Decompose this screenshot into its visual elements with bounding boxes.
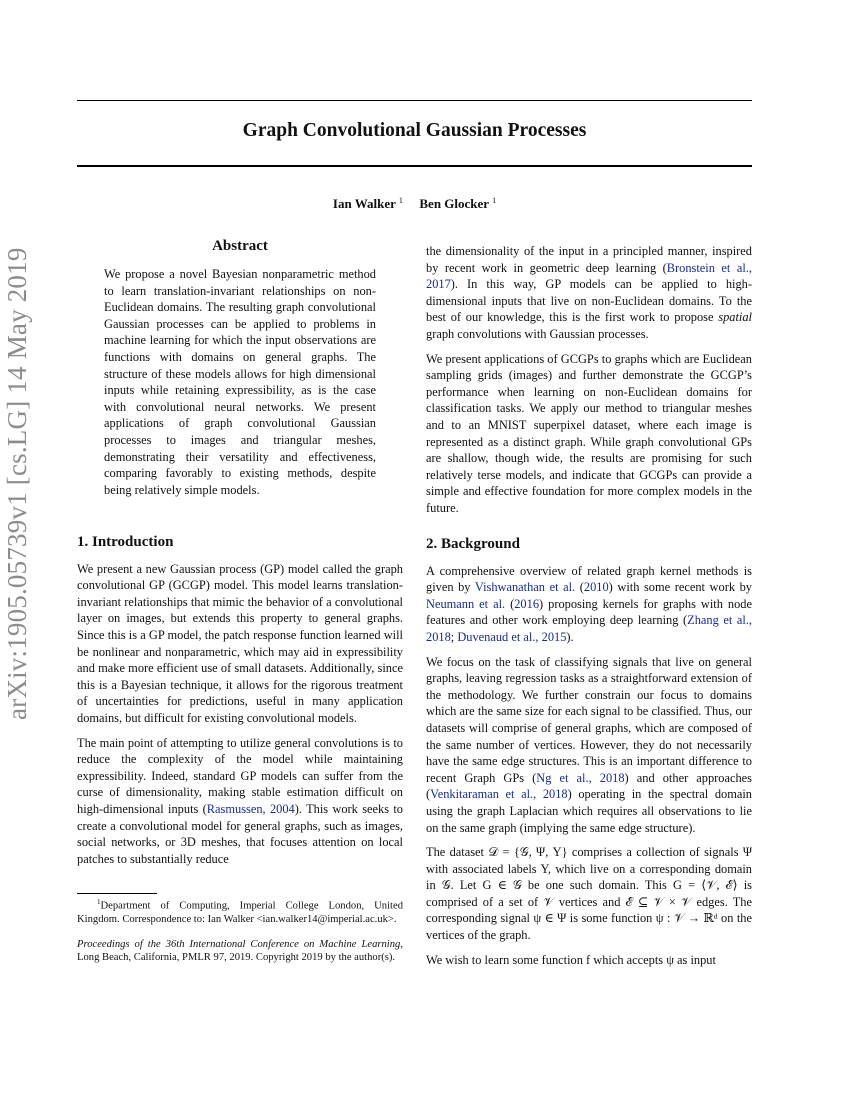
paragraph: The dataset 𝒟 = {𝒢, Ψ, Y} comprises a collection of signals Ψ with associated labels Y, which live on a corresponding domain in 𝒢. Let G ∈ 𝒢 be one such domain. This G = ⟨𝒱, ℰ⟩ is comprised of a set of 𝒱 vertices and ℰ ⊆ 𝒱 × 𝒱 edges. The corresponding signal ψ ∈ Ψ is some function ψ : 𝒱 → ℝᵈ on the vertices of the graph. (426, 845, 752, 943)
citation-link[interactable]: 2010 (583, 580, 609, 595)
footnote-divider (77, 893, 157, 894)
paragraph: The main point of attempting to utilize general convolutions is to reduce the complexity of the model while maintaining expressibility. Indeed, standard GP models can suffer from the curse of dimensionality, making stable estimation difficult on high-dimensional inputs (Rasmussen, 2004). This work seeks to create a convolutional model for general graphs, such as images, social networks, or 3D meshes, that focuses attention on local patches to substantially reduce (77, 735, 403, 866)
paragraph: A comprehensive overview of related graph kernel methods is given by Vishwanathan et al. (2010) with some recent work by Neumann et al. (2016) proposing kernels for graphs with node features and other work employing deep learning (Zhang et al., 2018; Duvenaud et al., 2015). (426, 563, 752, 644)
paragraph: We present a new Gaussian process (GP) model called the graph convolutional GP (GCGP) model. This model learns translation-invariant relationships that mimic the behavior of a convolutional layer on images, but extends this property to general graphs. Since this is a GP model, the patch response function learned will be nonlinear and nonparametric, which may aid in expressibility and make more efficient use of small datasets. Additionally, since this is a Bayesian technique, it allows for the rigorous treatment of uncertainties for predictions, useful in many application domains, but difficult for existing convolutional models. (77, 561, 403, 725)
title-rule-top (77, 100, 752, 101)
intro-continued (426, 243, 752, 517)
citation-link[interactable]: Neumann et al. (426, 596, 506, 611)
citation-link[interactable]: Bronstein et al., 2017 (426, 260, 752, 292)
paragraph: the dimensionality of the input in a principled manner, inspired by recent work in geometric deep learning (Bronstein et al., 2017). In this way, GP models can be applied to high-dimensional inputs that live on non-Euclidean domains. To the best of our knowledge, this is the first work to propose spatial graph convolutions with Gaussian processes. (426, 244, 752, 341)
author-list (77, 196, 752, 212)
citation-link[interactable]: Duvenaud et al., 2015 (457, 629, 567, 644)
author-name: Ben Glocker (419, 196, 489, 211)
citation-link[interactable]: 2016 (514, 596, 540, 611)
author-affiliation-mark: 1 (492, 196, 497, 205)
paragraph: We present applications of GCGPs to graphs which are Euclidean sampling grids (images) and further demonstrate the GCGP’s performance when learning on non-Euclidean domains for classification tasks. We apply our method to triangular meshes and to an MNIST superpixel dataset, where each image is represented as a distinct graph. While graph convolutional GPs are shallow, though wide, the results are promising for such relatively terse models, and indicate that GCGPs can provide a simple and effective foundation for more complex models in the future. (426, 351, 752, 515)
citation-link[interactable]: Ng et al., 2018 (536, 770, 625, 785)
abstract-body (104, 266, 376, 498)
background-section (426, 536, 752, 968)
citation-link[interactable]: Vishwanathan et al. (474, 580, 576, 595)
citation-link[interactable]: Rasmussen, 2004 (206, 801, 295, 816)
author-affiliation-mark: 1 (398, 196, 403, 205)
paragraph: We focus on the task of classifying signals that live on general graphs, leaving regression tasks as a straightforward extension of the methodology. We further constrain our focus to domains which are the same size for each signal to be classified. Thus, our datasets will comprise of general graphs, which are composed of the same number of vertices. However, they do not necessarily have the same edge structures. This is an important difference to recent Graph GPs (Ng et al., 2018) and other approaches (Venkitaraman et al., 2018) operating in the spectral domain using the graph Laplacian which requires all observations to lie on the same graph (implying the same edge structure). (426, 654, 753, 835)
proceedings-note: Proceedings of the 36th International Conference on Machine Learning, Long Beach, California, PMLR 97, 2019. Copyright 2019 by the author(s). (77, 938, 403, 964)
section-heading-background: 2. Background (426, 536, 520, 552)
introduction-section (77, 534, 403, 867)
abstract-heading: Abstract (212, 238, 268, 254)
paper-title: Graph Convolutional Gaussian Processes (242, 120, 587, 141)
affiliation-footnote: $^1$Department of Computing, Imperial College London, United Kingdom. Correspondence to: Ian Walker <ian.walker14@imperial.ac.uk>. (77, 898, 403, 925)
author-name: Ian Walker (332, 196, 396, 211)
paragraph: We wish to learn some function f which accepts ψ as input (426, 952, 716, 967)
citation-link[interactable]: Venkitaraman et al., 2018 (430, 787, 568, 802)
arxiv-stamp: arXiv:1905.05739v1 [cs.LG] 14 May 2019 (2, 247, 32, 720)
section-heading-introduction: 1. Introduction (77, 534, 174, 550)
footnotes (77, 896, 403, 964)
title-rule-bottom (77, 165, 752, 167)
abstract-text: We propose a novel Bayesian nonparametric method to learn translation-invariant relationships on non-Euclidean domains. The resulting graph convolutional Gaussian processes can be applied to problems in machine learning for which the input observations are functions with domains on general graphs. The structure of these models allows for high dimensional inputs while retaining expressibility, as is the case with convolutional neural networks. We present applications of graph convolutional Gaussian processes to images and triangular meshes, demonstrating their versatility and effectiveness, comparing favorably to existing methods, despite being relatively simple models. (104, 267, 376, 497)
citation-link[interactable]: Zhang et al., 2018 (426, 613, 752, 644)
